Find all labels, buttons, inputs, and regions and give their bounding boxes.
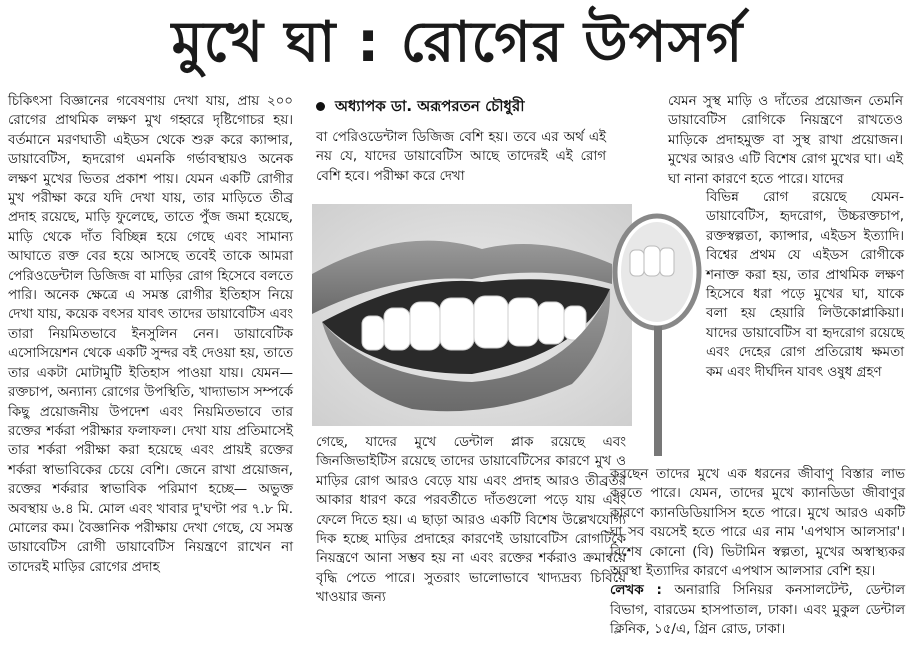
dental-mirror [610,210,705,458]
smile-illustration [312,204,632,426]
dental-mirror-illustration [610,210,705,458]
bullet-icon [316,102,325,111]
article-column-2-top [316,128,606,186]
article-column-3-bottom [610,465,905,640]
credit-text: অনারারি সিনিয়র কনসালটেন্ট, ডেন্টাল বিভাগ, বারডেম হাসপাতাল, ঢাকা। এবং মুকুল ডেন্টাল ক্লিনিক, ১৫/এ, গ্রিন রোড, ঢাকা। [610,583,905,638]
column-1-text: চিকিৎসা বিজ্ঞানের গবেষণায় দেখা যায়, প্রায় ২০০ রোগের প্রাথমিক লক্ষণ মুখ গহ্বরে দৃষ্টিগোচর হয়। বর্তমানে মরণঘাতী এইডস থেকে শুরু করে ক্যান্সার, ডায়াবেটিস, হৃদরোগ এমনকি গর্ভাবস্থায়ও অনেক লক্ষণ মুখের ভিতর প্রকাশ পায়। যেমন একটি রোগীর মুখ পরীক্ষা করে যদি দেখা যায়, তার মাড়িতে তীব্র প্রদাহ রয়েছে, মাড়ি ফুলেছে, তাতে পুঁজ জমা হয়েছে, মাড়ি থেকে দাঁত বিচ্ছিন্ন হয়ে গেছে এবং সামান্য আঘাতে রক্ত বের হয়ে আসছে তবেই তাকে আমরা পেরিওডেন্টাল ডিজিজ বা মাড়ির রোগ হিসেবে বলতে পারি। অনেক ক্ষেত্রে এ সমস্ত রোগীর ইতিহাস নিয়ে দেখা যায়, কয়েক বৎসর যাবৎ তাদের ডায়াবেটিস এবং তারা নিয়মিতভাবে ইনসুলিন নেন। ডায়াবেটিক এসোসিয়েশন থেকে একটি সুন্দর বই দেওয়া হয়, তাতে তার একটা মোটামুটি ইতিহাস পাওয়া যায়। যেমন— রক্তচাপ, অন্যান্য রোগের উপস্থিতি, খাদ্যাভাস সম্পর্কে কিছু প্রয়োজনীয় উপদেশ এবং নিয়মিতভাবে তার রক্তের শর্করা পরীক্ষার ফলাফল। দেখা যায় প্রতিমাসেই তার শর্করা পরীক্ষা করা হয়েছে এবং প্রায়ই রক্তের শর্করা স্বাভাবিকের চেয়ে বেশি। জেনে রাখা প্রয়োজন, রক্তের শর্করার স্বাভাবিক পরিমাণ হচ্ছে— অভুক্ত অবস্থায় ৬.৪ মি. মোল এবং খাবার দু'ঘণ্টা পর ৭.৮ মি. মোলের কম। বৈজ্ঞানিক পরীক্ষায় দেখা গেছে, যে সমস্ত ডায়াবেটিস রোগী ডায়াবেটিস নিয়ন্ত্রণে রাখেন না তাদেরই মাড়ির রোগের প্রদাহ [8,94,293,575]
author-credit [610,581,905,639]
column-3-top-text: যেমন সুস্থ মাড়ি ও দাঁতের প্রয়োজন তেমনি ডায়াবেটিস রোগিকে নিয়ন্ত্রণে রাখতেও মাড়িকে প্রদাহমুক্ত বা সুস্থ রাখা প্রয়োজন। মুখের আরও এটি বিশেষ রোগ মুখের ঘা। এই ঘা নানা কারণে হতে পারে। যাদের [668,94,903,187]
author-name: অধ্যাপক ডা. অরূপরতন চৌধুরী [335,97,525,115]
article-column-3-top [668,92,903,189]
article-column-2-bottom [316,433,626,608]
byline [316,94,606,118]
credit-label: লেখক : [610,583,662,599]
article-column-1 [8,92,293,577]
article-column-3-middle [706,188,904,382]
column-3-middle-text: বিভিন্ন রোগ রয়েছে যেমন- ডায়াবেটিস, হৃদরোগ, উচ্চরক্তচাপ, রক্তস্বল্পতা, ক্যান্সার, এইডস ইত্যাদি। বিশ্বের প্রথম যে এইডস রোগীকে শনাক্ত করা হয়, তার প্রাথমিক লক্ষণ হিসেবে ধরা পড়ে মুখের ঘা, যাকে বলা হয় হেয়ারি লিউকোপ্লাকিয়া। যাদের ডায়াবেটিস বা হৃদরোগ রয়েছে এবং দেহের রোগ প্রতিরোধ ক্ষমতা কম এবং দীর্ঘদিন যাবৎ ওষুধ গ্রহণ [706,190,904,380]
headline: মুখে ঘা : রোগের উপসর্গ [171,10,744,75]
column-3-bottom-text: করছেন তাদের মুখে এক ধরনের জীবাণু বিস্তার লাভ করতে পারে। যেমন, তাদের মুখে ক্যানডিডা জীবাণুর কারণে ক্যানডিডিয়াসিস হতে পারে। মুখে আরও একটি ঘা সব বয়সেই হতে পারে এর নাম 'এপথাস আলসার'। বিশেষ কোনো (বি) ভিটামিন স্বল্পতা, মুখের অস্বাস্থ্যকর অবস্থা ইত্যাদির কারণে এপথাস আলসার বেশি হয়। [610,467,905,580]
column-2-bottom-text: গেছে, যাদের মুখে ডেন্টাল প্লাক রয়েছে এবং জিনজিভাইটিস রয়েছে তাদের ডায়াবেটিসের কারণে মুখ ও মাড়ির রোগ আরও বেড়ে যায় এবং প্রদাহ আরও তীব্রতর আকার ধারণ করে পরবর্তীতে দাঁতগুলো পড়ে যায় এবং ফেলে দিতে হয়। এ ছাড়া আরও একটি বিশেষ উল্লেখযোগ্য দিক হচ্ছে মাড়ির প্রদাহের কারণেই ডায়াবেটিস রোগটিকে নিয়ন্ত্রণে আনা সম্ভব হয় না এবং রক্তের শর্করাও ক্রমান্বয়ে বৃদ্ধি পেতে পারে। সুতরাং ভালোভাবে খাদ্যদ্রব্য চিবিয়ে খাওয়ার জন্য [316,435,626,606]
column-2-top-text: বা পেরিওডেন্টাল ডিজিজ বেশি হয়। তবে এর অর্থ এই নয় যে, যাদের ডায়াবেটিস আছে তাদেরই এই রোগ বেশি হবে। পরীক্ষা করে দেখা [316,130,606,184]
smile-photo [312,204,632,426]
